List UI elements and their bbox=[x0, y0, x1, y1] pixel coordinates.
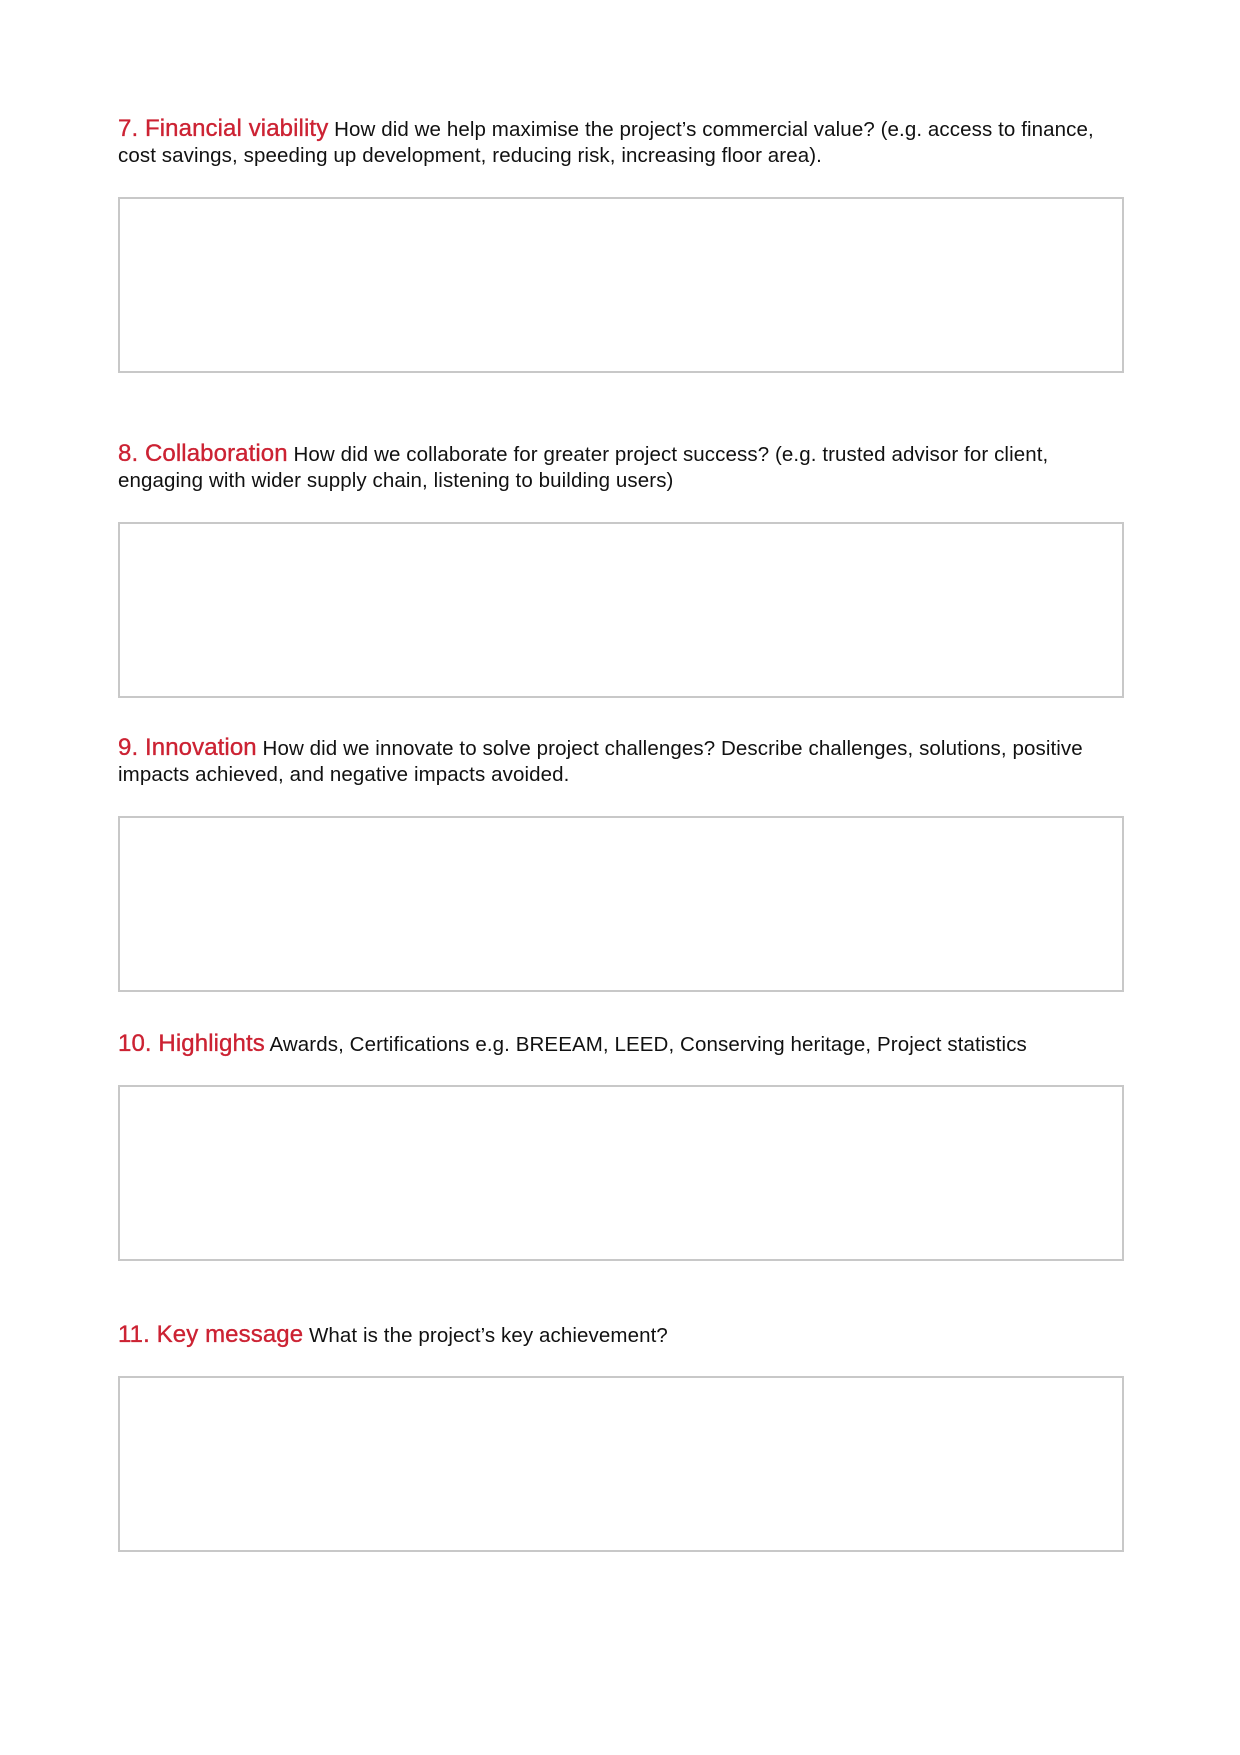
section-question: How did we help maximise the project’s commercial value? (e.g. access to finance, cost savings, speeding up development, reducing risk, increasing floor area). bbox=[118, 118, 1094, 167]
section-question: Awards, Certifications e.g. BREEAM, LEED, Conserving heritage, Project statistics bbox=[269, 1033, 1027, 1056]
section-highlights bbox=[118, 1031, 1128, 1058]
section-heading: 7. Financial viability bbox=[118, 115, 329, 142]
section-heading: 11. Key message bbox=[118, 1321, 304, 1348]
section-prompt bbox=[118, 116, 1128, 169]
section-question: How did we collaborate for greater project success? (e.g. trusted advisor for client, engaging with wider supply chain, listening to building users) bbox=[118, 443, 1049, 492]
section-collaboration bbox=[118, 441, 1128, 494]
section-heading: 8. Collaboration bbox=[118, 440, 288, 467]
section-prompt bbox=[118, 441, 1128, 494]
answer-box-innovation[interactable] bbox=[118, 816, 1124, 992]
answer-box-highlights[interactable] bbox=[118, 1085, 1124, 1261]
answer-box-key-message[interactable] bbox=[118, 1376, 1124, 1552]
section-heading: 9. Innovation bbox=[118, 734, 257, 761]
section-financial-viability bbox=[118, 116, 1128, 169]
answer-box-financial-viability[interactable] bbox=[118, 197, 1124, 373]
section-prompt bbox=[118, 1322, 1128, 1349]
section-prompt bbox=[118, 1031, 1128, 1058]
section-prompt bbox=[118, 735, 1128, 788]
section-key-message bbox=[118, 1322, 1128, 1349]
section-question: How did we innovate to solve project challenges? Describe challenges, solutions, positive impacts achieved, and negative impacts avoided. bbox=[118, 737, 1083, 786]
section-heading: 10. Highlights bbox=[118, 1030, 265, 1057]
section-question: What is the project’s key achievement? bbox=[308, 1324, 668, 1347]
section-innovation bbox=[118, 735, 1128, 788]
answer-box-collaboration[interactable] bbox=[118, 522, 1124, 698]
